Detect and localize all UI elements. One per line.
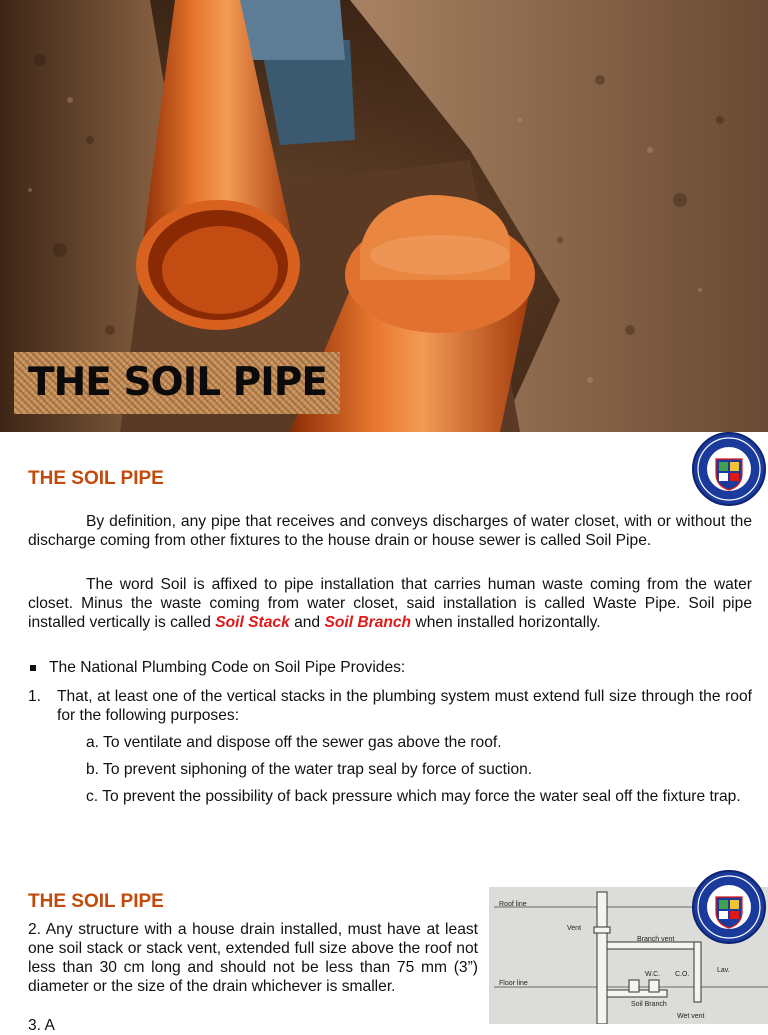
- diagram-label-floor: Floor line: [499, 980, 528, 987]
- definition-paragraph: By definition, any pipe that receives and conveys discharges of water closet, with or without the discharge coming from other fixtures to the house drain or house sewer is called Soil Pipe.: [28, 513, 752, 549]
- university-seal-icon: [692, 432, 766, 506]
- list-number: 1.: [28, 688, 42, 705]
- bullet-item: [30, 659, 405, 677]
- cover-title: THE SOIL PIPE: [28, 360, 327, 405]
- paragraph-text: The word Soil is affixed to pipe installation that carries human waste coming from the water closet. Minus the waste coming from water closet, said installation is called Waste Pipe. Soil pipe installed vertically is called: [28, 576, 752, 631]
- diagram-label-lav: Lav.: [717, 967, 730, 974]
- sub-item-c: c. To prevent the possibility of back pressure which may force the water seal off the fixture trap.: [86, 788, 741, 805]
- bullet-icon: [30, 665, 36, 671]
- university-seal-icon: [692, 870, 766, 944]
- diagram-label-branch-vent: Branch vent: [637, 936, 675, 943]
- list-item-1: That, at least one of the vertical stacks in the plumbing system must extend full size through the roof for the following purposes:: [57, 688, 752, 724]
- sub-item-a: a. To ventilate and dispose off the sewer gas above the roof.: [86, 734, 502, 751]
- diagram-label-wet-vent: Wet vent: [677, 1013, 705, 1020]
- diagram-label-co: C.O.: [675, 971, 690, 978]
- bullet-text: The National Plumbing Code on Soil Pipe Provides:: [49, 659, 406, 676]
- section2-paragraph-continued: 3. A: [28, 1017, 55, 1034]
- term-soil-stack: Soil Stack: [215, 614, 290, 631]
- section-heading: THE SOIL PIPE: [28, 468, 164, 489]
- term-soil-branch: Soil Branch: [324, 614, 412, 631]
- sub-item-b: b. To prevent siphoning of the water trap seal by force of suction.: [86, 761, 533, 778]
- paragraph-text: when installed horizontally.: [411, 614, 601, 631]
- diagram-label-vent: Vent: [567, 925, 582, 932]
- section2-paragraph: 2. Any structure with a house drain installed, must have at least one soil stack or stack vent, extended full size above the roof not less than 30 cm long and should not be less than 75 mm (3”) diameter or the size of the drain whichever is smaller.: [28, 921, 478, 995]
- diagram-label-wc: W.C.: [645, 971, 661, 978]
- diagram-label-soil-branch: Soil Branch: [631, 1001, 667, 1008]
- section-heading: THE SOIL PIPE: [28, 891, 164, 912]
- paragraph-text: and: [289, 614, 325, 631]
- cover-photo: [0, 0, 768, 432]
- soil-explanation-paragraph: [28, 575, 752, 632]
- cover-title-box: [14, 352, 340, 414]
- diagram-label-roof: Roof line: [499, 901, 527, 908]
